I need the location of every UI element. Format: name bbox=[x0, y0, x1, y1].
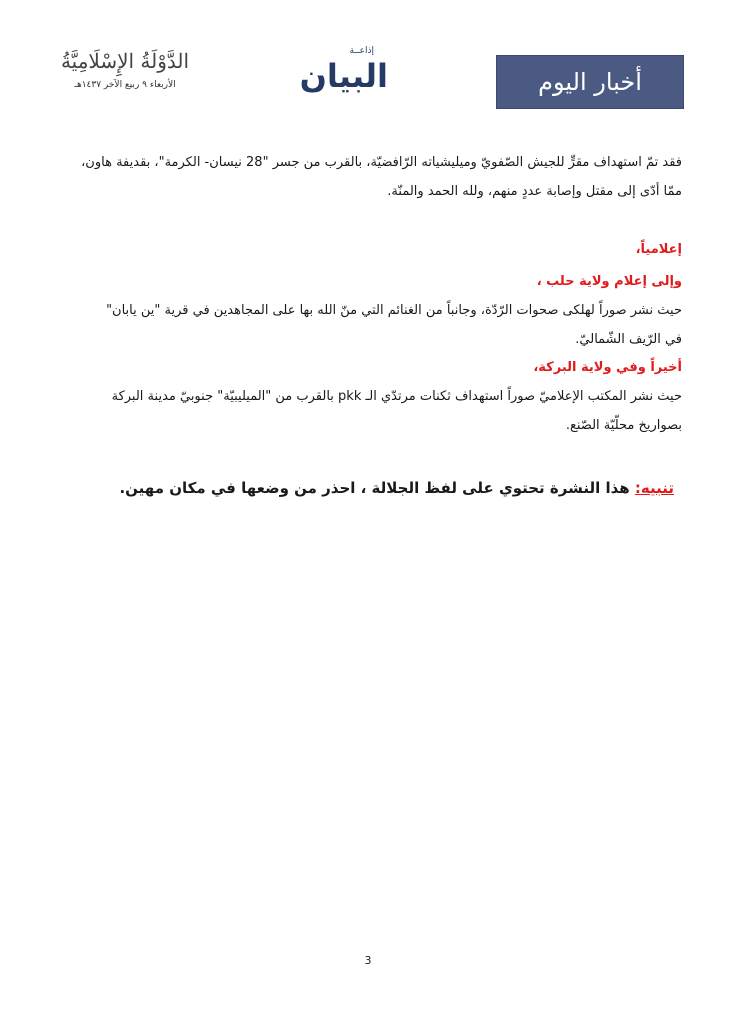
islamic-state-logo bbox=[55, 48, 195, 90]
section-heading-aleppo: وإلى إعلام ولاية حلب ، bbox=[536, 274, 682, 289]
logo-title: الدَّوْلَةُ الإِسْلَامِيَّةُ bbox=[60, 49, 190, 73]
paragraph-line: حيث نشر المكتب الإعلاميّ صوراً استهداف ثكنات مرتدّي الـ pkk بالقرب من "الميليبيّة" جنوبيّ مدينة البركة bbox=[111, 389, 682, 404]
logo-date: الأربعاء ٩ ربيع الآخر ١٤٣٧هـ bbox=[74, 80, 176, 90]
notice bbox=[55, 474, 674, 502]
page-number: 3 bbox=[364, 954, 372, 967]
al-bayan-radio-logo bbox=[288, 46, 388, 101]
radio-name: البيان bbox=[299, 57, 388, 95]
paragraph-line: حيث نشر صوراً لهلكى صحوات الرّدّة، وجانباً من الغنائم التي منّ الله بها على المجاهدين في قرية "ين يابان" bbox=[106, 303, 682, 318]
bulletin-content bbox=[55, 148, 682, 502]
news-title-box bbox=[496, 55, 684, 109]
paragraph-line: في الرّيف الشّماليّ. bbox=[575, 332, 682, 347]
notice-label: تنبيه: bbox=[634, 479, 674, 497]
notice-text: هذا النشرة تحتوي على لفظ الجلالة ، احذر من وضعها في مكان مهين. bbox=[119, 479, 635, 497]
paragraph-line: ممّا أدّى إلى مقتل وإصابة عددٍ منهم، ولله الحمد والمنّة. bbox=[387, 184, 682, 199]
news-title: أخبار اليوم bbox=[538, 68, 642, 96]
paragraph-line: فقد تمّ استهداف مقرٍّ للجيش الصّفويّ وميليشياته الرّافضيّة، بالقرب من جسر "28 نيسان- الكرمة"، بقديفة هاون، bbox=[81, 155, 682, 170]
paragraph-line: بصواريخ محلّيّة الصّنع. bbox=[565, 418, 682, 433]
section-heading-media: إعلامياً، bbox=[635, 242, 682, 257]
section-heading-baraka: أخيراً وفي ولاية البركة، bbox=[533, 360, 682, 375]
radio-label: إذاعــة bbox=[349, 46, 374, 56]
page-header bbox=[0, 40, 736, 120]
